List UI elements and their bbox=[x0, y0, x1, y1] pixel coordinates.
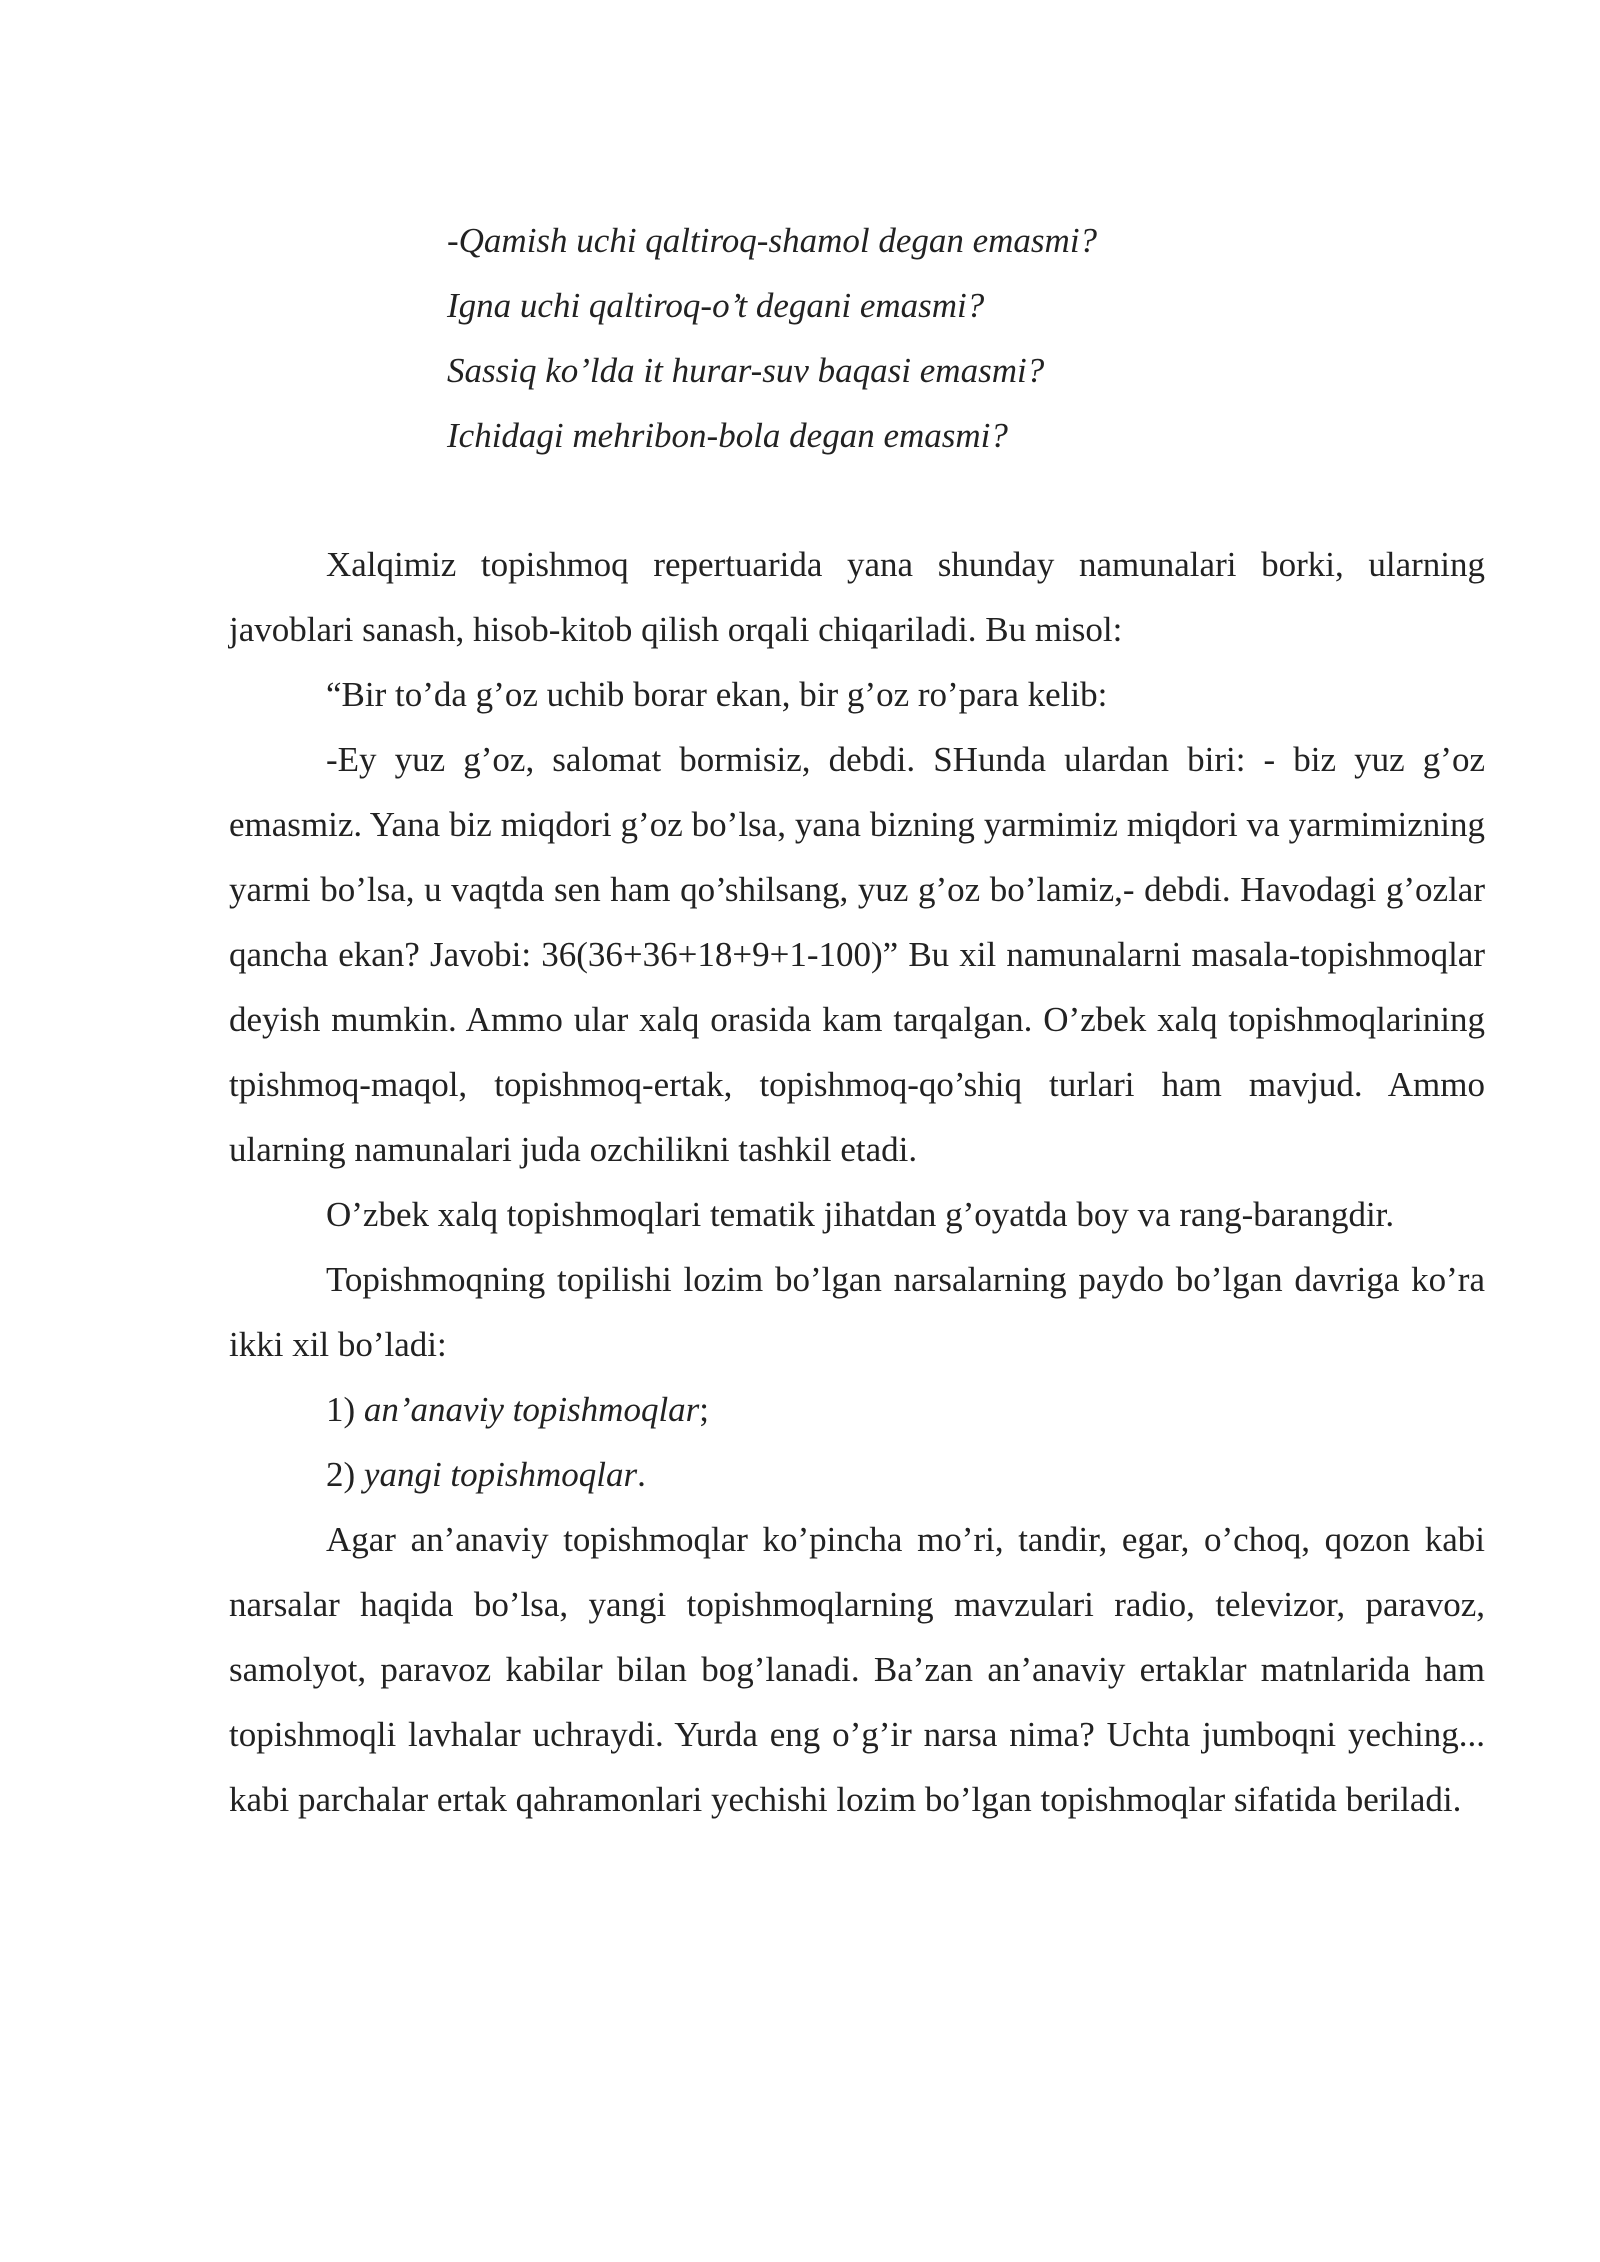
list-number: 1) bbox=[326, 1390, 364, 1429]
verse-line: -Qamish uchi qaltiroq-shamol degan emasmi? bbox=[447, 221, 1098, 260]
list-term: an’anaviy topishmoqlar bbox=[363, 1390, 700, 1429]
list-punctuation: . bbox=[637, 1455, 646, 1494]
list-item-new bbox=[229, 1442, 1485, 1507]
verse-block bbox=[447, 208, 1097, 468]
verse-line: Ichidagi mehribon-bola degan emasmi? bbox=[447, 416, 1008, 455]
paragraph-geese-riddle: -Ey yuz g’oz, salomat bormisiz, debdi. SHunda ulardan biri: - biz yuz g’oz emasmiz. Yana biz miqdori g’oz bo’lsa, yana bizning yarmimiz miqdori va yarmimizning yarmi bo’lsa, u vaqtda sen ham qo’shilsang, yuz g’oz bo’lamiz,- debdi. Havodagi g’ozlar qancha ekan? Javobi: 36(36+36+18+9+1-100)” Bu xil namunalarni masala-topishmoqlar deyish mumkin. Ammo ular xalq orasida kam tarqalgan. O’zbek xalq topishmoqlarining tpishmoq-maqol, topishmoq-ertak, topishmoq-qo’shiq turlari ham mavjud. Ammo ularning namunalari juda ozchilikni tashkil etadi. bbox=[229, 740, 1485, 1169]
list-punctuation: ; bbox=[699, 1390, 710, 1429]
body-text bbox=[229, 532, 1485, 1832]
list-item-traditional bbox=[229, 1377, 1485, 1442]
paragraph-counting-riddles: Xalqimiz topishmoq repertuarida yana shunday namunalari borki, ularning javoblari sanash, hisob-kitob qilish orqali chiqariladi. Bu misol: bbox=[229, 545, 1485, 649]
list-number: 2) bbox=[326, 1455, 364, 1494]
paragraph-two-types: Topishmoqning topilishi lozim bo’lgan narsalarning paydo bo’lgan davriga ko’ra ikki xil bo’ladi: bbox=[229, 1260, 1485, 1364]
list-term: yangi topishmoqlar bbox=[363, 1455, 638, 1494]
verse-line: Sassiq ko’lda it hurar-suv baqasi emasmi? bbox=[447, 351, 1045, 390]
paragraph-themes-examples: Agar an’anaviy topishmoqlar ko’pincha mo’ri, tandir, egar, o’choq, qozon kabi narsalar haqida bo’lsa, yangi topishmoqlarning mavzulari radio, televizor, paravoz, samolyot, paravoz kabilar bilan bog’lanadi. Ba’zan an’anaviy ertaklar matnlarida ham topishmoqli lavhalar uchraydi. Yurda eng o’g’ir narsa nima? Uchta jumboqni yeching... kabi parchalar ertak qahramonlari yechishi lozim bo’lgan topishmoqlar sifatida beriladi. bbox=[229, 1520, 1485, 1819]
verse-line: Igna uchi qaltiroq-o’t degani emasmi? bbox=[447, 286, 985, 325]
paragraph-riddle-quote-start: “Bir to’da g’oz uchib borar ekan, bir g’oz ro’para kelib: bbox=[326, 675, 1108, 714]
paragraph-thematic-richness: O’zbek xalq topishmoqlari tematik jihatdan g’oyatda boy va rang-barangdir. bbox=[326, 1195, 1395, 1234]
